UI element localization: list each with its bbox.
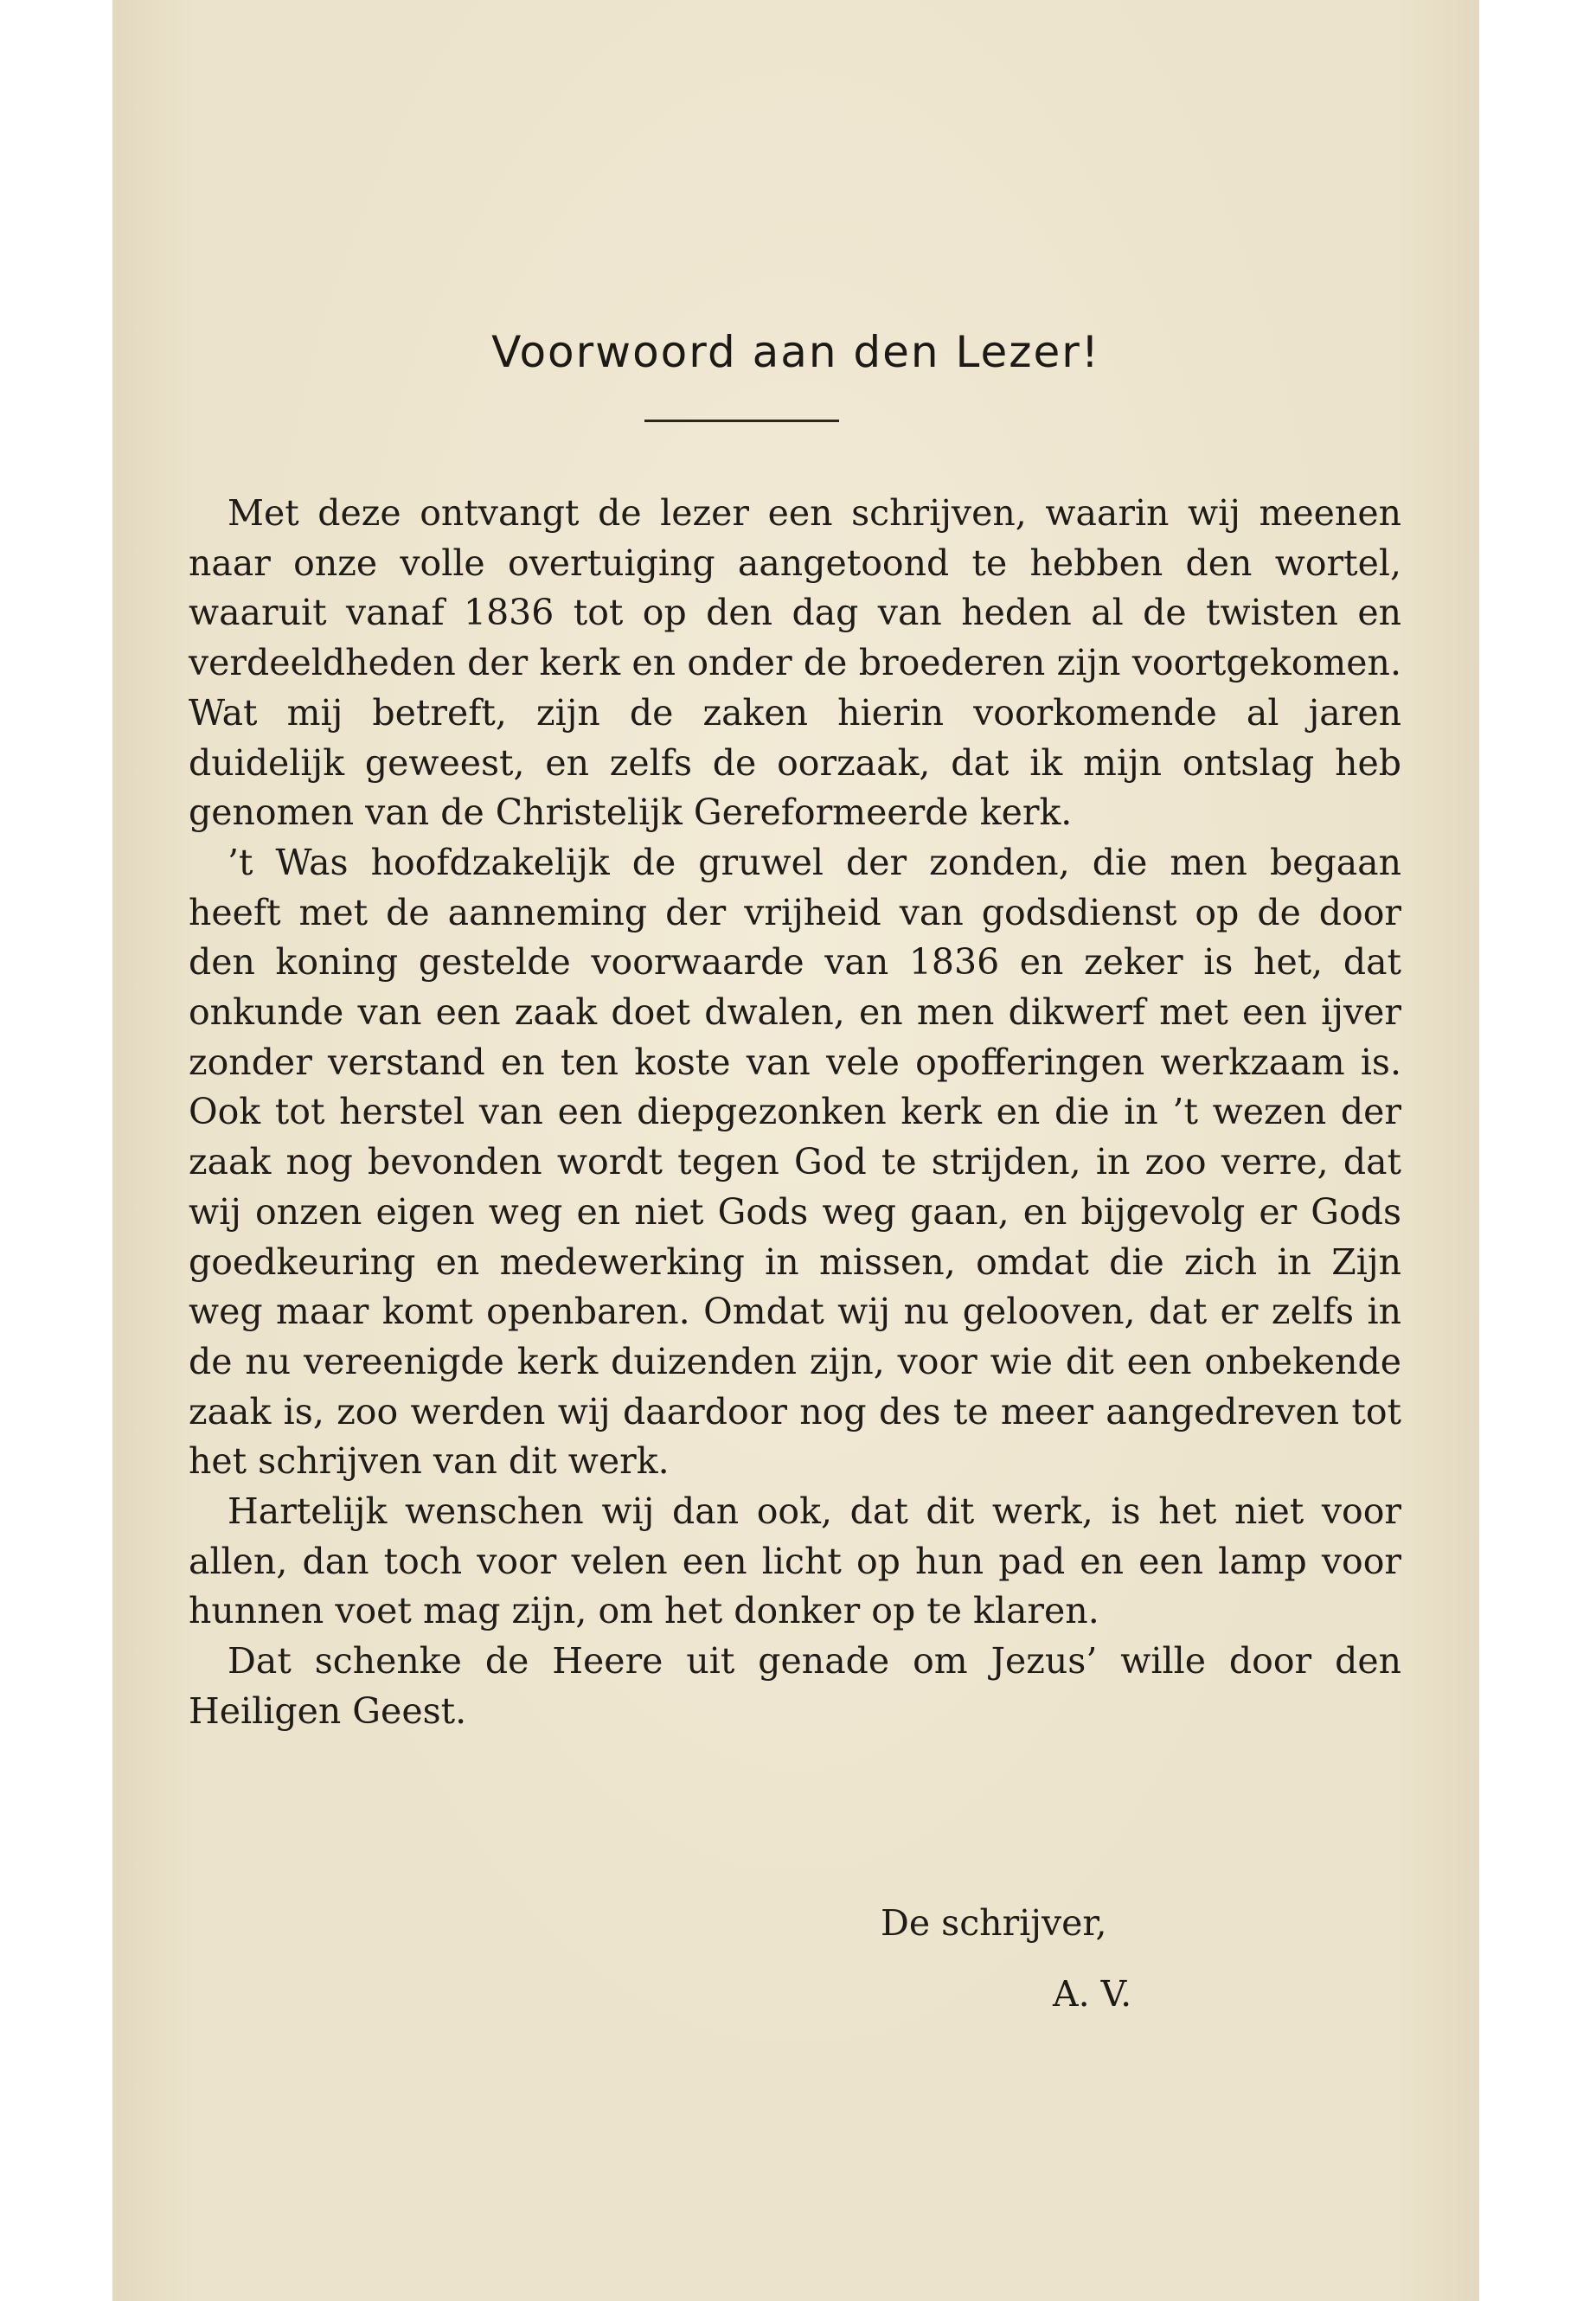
signature-role: De schrijver,	[881, 1902, 1107, 1944]
preface-body	[189, 489, 1401, 1737]
paragraph-4: Dat schenke de Heere uit genade om Jezus’ wille door den Heiligen Geest.	[189, 1640, 1401, 1732]
page-title: Voorwoord aan den Lezer!	[491, 327, 1100, 377]
paragraph-1: Met deze ontvangt de lezer een schrijven, waarin wij meenen naar onze volle overtuiging aangetoond te hebben den wortel, waaruit vanaf 1836 tot op den dag van heden al de twisten en verdeeldheden der kerk en onder de broederen zijn voortgekomen. Wat mij betreft, zijn de zaken hierin voorkomende al jaren duidelijk geweest, en zelfs de oorzaak, dat ik mijn ontslag heb genomen van de Christelijk Gereformeerde kerk.	[189, 492, 1401, 834]
signature-initials: A. V.	[1053, 1973, 1132, 2015]
paragraph-2: ’t Was hoofdzakelijk de gruwel der zonden, die men begaan heeft met de aanneming der vrijheid van godsdienst op de door den koning gestelde voorwaarde van 1836 en zeker is het, dat onkunde van een zaak doet dwalen, en men dikwerf met een ijver zonder verstand en ten koste van vele opofferingen werkzaam is. Ook tot herstel van een diepgezonken kerk en die in ’t wezen der zaak nog bevonden wordt tegen God te strijden, in zoo verre, dat wij onzen eigen weg en niet Gods weg gaan, en bijgevolg er Gods goedkeuring en medewerking in missen, omdat die zich in Zijn weg maar komt openbaren. Omdat wij nu gelooven, dat er zelfs in de nu vereenigde kerk duizenden zijn, voor wie dit een onbekende zaak is, zoo werden wij daardoor nog des te meer aangedreven tot het schrijven van dit werk.	[189, 841, 1401, 1483]
paragraph-3: Hartelijk wenschen wij dan ook, dat dit werk, is het niet voor allen, dan toch voor velen een licht op hun pad en een lamp voor hunnen voet mag zijn, om het donker op te klaren.	[189, 1490, 1401, 1632]
book-page	[112, 0, 1479, 2301]
title-divider	[644, 420, 839, 422]
